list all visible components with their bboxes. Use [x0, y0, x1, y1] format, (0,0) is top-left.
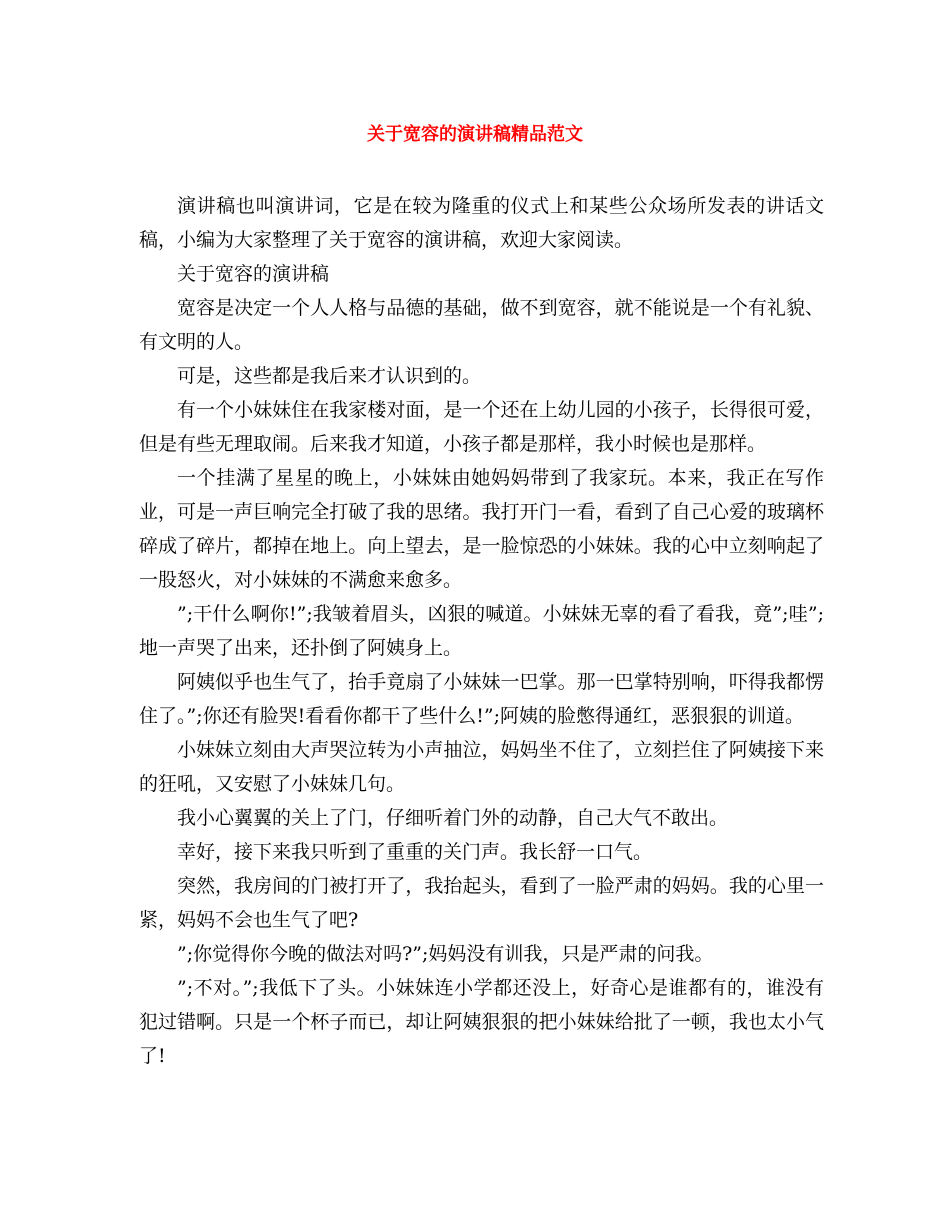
paragraph: 可是，这些都是我后来才认识到的。 — [177, 365, 482, 387]
paragraph: 突然，我房间的门被打开了，我抬起头，看到了一脸严肃的妈妈。我的心里一紧，妈妈不会也生气了吧? — [139, 875, 824, 931]
document-body — [139, 189, 824, 1073]
paragraph: 关于宽容的演讲稿 — [177, 263, 330, 285]
paragraph: 一个挂满了星星的晚上，小妹妹由她妈妈带到了我家玩。本来，我正在写作业，可是一声巨响完全打破了我的思绪。我打开门一看，看到了自己心爱的玻璃杯碎成了碎片，都掉在地上。向上望去，是一脸惊恐的小妹妹。我的心中立刻响起了一股怒火，对小妹妹的不满愈来愈多。 — [139, 467, 824, 591]
paragraph: ”;不对。”;我低下了头。小妹妹连小学都还没上，好奇心是谁都有的，谁没有犯过错啊。只是一个杯子而已，却让阿姨狠狠的把小妹妹给批了一顿，我也太小气了! — [139, 977, 824, 1067]
paragraph: 小妹妹立刻由大声哭泣转为小声抽泣，妈妈坐不住了，立刻拦住了阿姨接下来的狂吼，又安慰了小妹妹几句。 — [139, 739, 824, 795]
paragraph: 幸好，接下来我只听到了重重的关门声。我长舒一口气。 — [177, 841, 653, 863]
paragraph: 我小心翼翼的关上了门，仔细听着门外的动静，自己大气不敢出。 — [177, 807, 729, 829]
paragraph: ”;干什么啊你!”;我皱着眉头，凶狠的喊道。小妹妹无辜的看了看我，竟”;哇”;地一声哭了出来，还扑倒了阿姨身上。 — [139, 603, 824, 659]
paragraph: 宽容是决定一个人人格与品德的基础，做不到宽容，就不能说是一个有礼貌、有文明的人。 — [139, 297, 824, 353]
paragraph: ”;你觉得你今晚的做法对吗?”;妈妈没有训我，只是严肃的问我。 — [177, 943, 714, 965]
paragraph: 有一个小妹妹住在我家楼对面，是一个还在上幼儿园的小孩子，长得很可爱，但是有些无理取闹。后来我才知道，小孩子都是那样，我小时候也是那样。 — [139, 399, 824, 455]
document-title: 关于宽容的演讲稿精品范文 — [367, 124, 583, 145]
paragraph: 阿姨似乎也生气了，抬手竟扇了小妹妹一巴掌。那一巴掌特别响，吓得我都愣住了。”;你还有脸哭!看看你都干了些什么!”;阿姨的脸憋得通红，恶狠狠的训道。 — [139, 671, 824, 727]
paragraph: 演讲稿也叫演讲词，它是在较为隆重的仪式上和某些公众场所发表的讲话文稿，小编为大家整理了关于宽容的演讲稿，欢迎大家阅读。 — [139, 195, 824, 251]
